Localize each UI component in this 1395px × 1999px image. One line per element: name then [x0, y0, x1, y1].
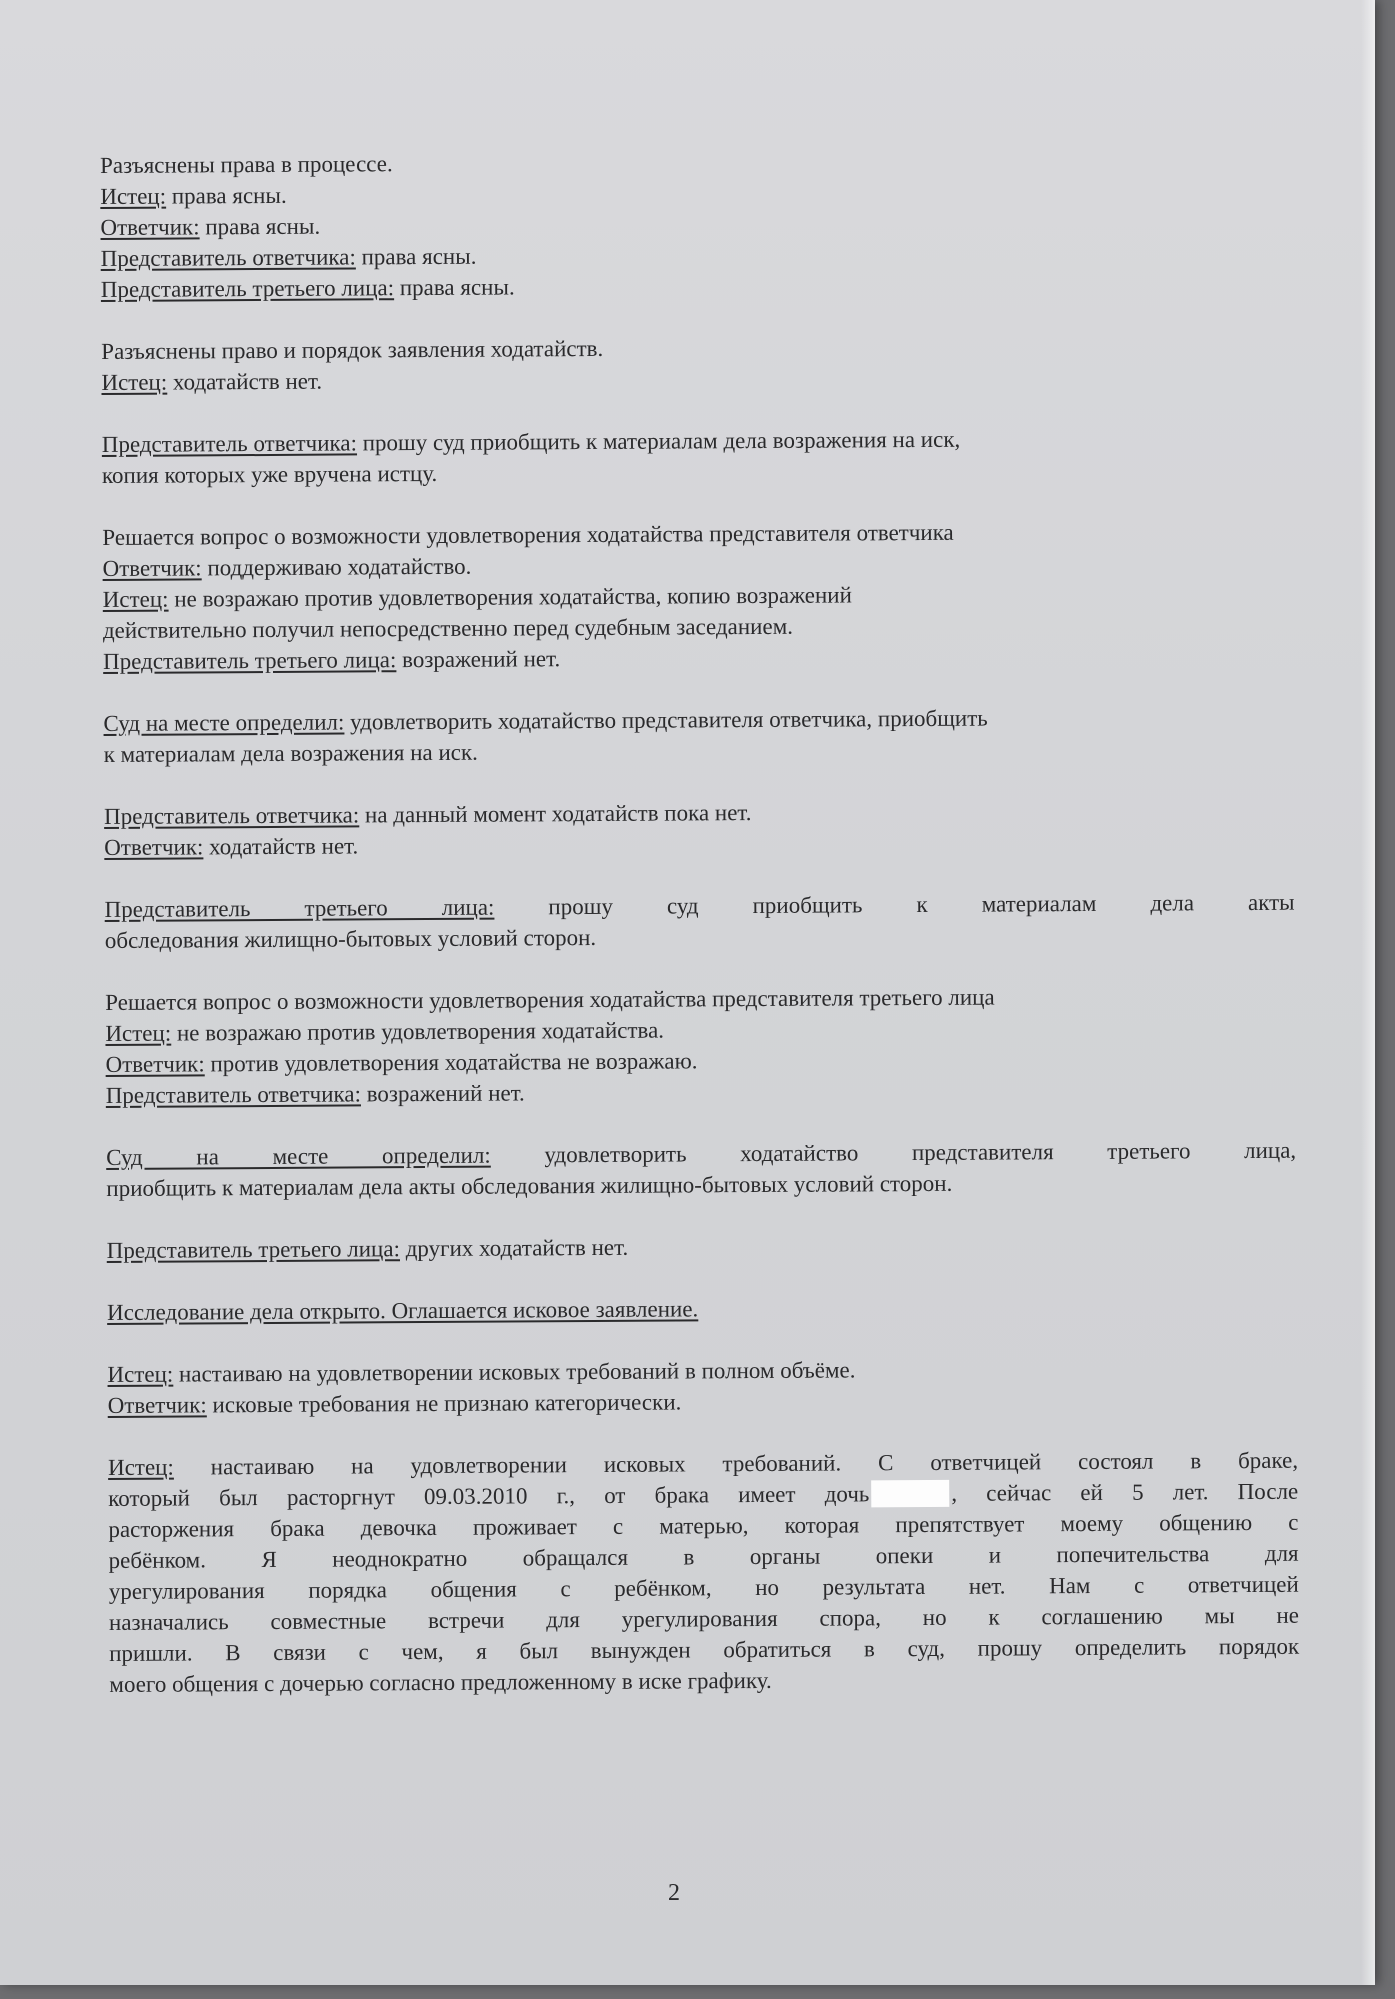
speaker-label: Истец:	[105, 1020, 172, 1046]
speaker-label: Представитель ответчика:	[105, 1081, 362, 1108]
line-text: удовлетворить ходатайство представителя ответчика, приобщить	[344, 705, 988, 735]
line-text: ребёнком. Я неоднократно обращался в органы опеки и попечительства для	[108, 1540, 1299, 1573]
paragraph	[105, 980, 1296, 1111]
line-text: назначались совместные встречи для урегулирования спора, но к соглашению мы не	[108, 1602, 1300, 1635]
line-text: Разъяснены права в процессе.	[100, 151, 393, 178]
paragraph	[101, 329, 1291, 398]
speaker-label: Представитель третьего лица:	[100, 275, 395, 302]
line-text: на данный момент ходатайств пока нет.	[359, 800, 752, 828]
speaker-label: Представитель ответчика:	[103, 802, 360, 829]
line-text: копия которых уже вручена истцу.	[101, 460, 438, 488]
line-text: права ясны.	[199, 213, 321, 240]
paragraph	[105, 887, 1295, 956]
line-text: обследования жилищно-бытовых условий сторон.	[104, 924, 597, 953]
line-text: права ясны.	[165, 182, 287, 209]
line-text: права ясны.	[355, 243, 477, 270]
speaker-label: Истец:	[107, 1361, 174, 1387]
text-line	[101, 267, 1291, 305]
line-text: , сейчас ей 5 лет. После	[951, 1478, 1299, 1506]
speaker-label: Представитель ответчика:	[100, 244, 356, 271]
line-text: к материалам дела возражения на иск.	[103, 739, 478, 767]
line-text: Решается вопрос о возможности удовлетворения ходатайства представителя ответчика	[102, 519, 954, 550]
speaker-label: Истец:	[102, 586, 169, 612]
line-text: возражений нет.	[360, 1080, 525, 1107]
paragraph	[107, 1352, 1297, 1421]
text-line	[109, 1662, 1299, 1700]
line-text: Разъяснены право и порядок заявления ходатайств.	[101, 335, 604, 364]
text-line	[106, 1073, 1296, 1111]
line-text: ходатайств нет.	[203, 833, 359, 860]
line-text: ходатайств нет.	[167, 368, 323, 395]
paragraph	[107, 1290, 1297, 1328]
speaker-label: Истец:	[101, 369, 168, 395]
line-text: права ясны.	[393, 274, 515, 301]
line-text: не возражаю против удовлетворения ходатайства.	[171, 1017, 665, 1046]
paragraph	[102, 515, 1293, 677]
line-text: возражений нет.	[396, 646, 561, 673]
text-line	[108, 1383, 1298, 1421]
text-line	[101, 360, 1291, 398]
line-text: приобщить к материалам дела акты обследования жилищно-бытовых условий сторон.	[106, 1170, 953, 1201]
text-line	[105, 918, 1295, 956]
line-text: урегулирования порядка общения с ребёнком, но результата нет. Нам с ответчицей	[108, 1571, 1299, 1604]
line-text: настаиваю на удовлетворении исковых требований. С ответчицей состоял в браке,	[173, 1447, 1299, 1480]
line-text: против удовлетворения ходатайства не возражаю.	[204, 1048, 698, 1077]
line-text: не возражаю против удовлетворения ходатайства, копию возражений	[168, 582, 852, 612]
text-line	[107, 1290, 1297, 1328]
paragraph	[108, 1445, 1299, 1700]
speaker-label: Ответчик:	[107, 1392, 207, 1418]
text-line	[104, 825, 1294, 863]
speaker-label: Ответчик:	[104, 834, 204, 860]
paragraph	[107, 1228, 1297, 1266]
text-line	[104, 732, 1294, 770]
protocol-text	[100, 143, 1300, 1731]
line-text: удовлетворить ходатайство представителя третьего лица,	[490, 1137, 1297, 1168]
line-text: Решается вопрос о возможности удовлетворения ходатайства представителя третьего лица	[105, 984, 995, 1015]
line-text: моего общения с дочерью согласно предложенному в иске графику.	[109, 1667, 772, 1697]
speaker-label: Ответчик:	[102, 555, 202, 581]
paragraph	[104, 794, 1294, 863]
speaker-label: Ответчик:	[105, 1051, 205, 1077]
text-line	[103, 639, 1293, 677]
speaker-label: Исследование дела открыто. Оглашается исковое заявление.	[107, 1296, 699, 1325]
line-text: который был расторгнут 09.03.2010 г., от брака имеет дочь	[108, 1481, 870, 1511]
line-text: поддерживаю ходатайство.	[201, 553, 472, 581]
text-line	[107, 1228, 1297, 1266]
line-text: пришли. В связи с чем, я был вынужден обратиться в суд, прошу определить порядок	[109, 1633, 1300, 1666]
speaker-label: Истец:	[107, 1454, 174, 1480]
line-text: настаиваю на удовлетворении исковых требований в полном объёме.	[173, 1357, 856, 1387]
paragraph	[106, 1135, 1296, 1204]
redacted-name	[871, 1480, 949, 1507]
speaker-label: Истец:	[100, 183, 167, 209]
line-text: других ходатайств нет.	[399, 1234, 629, 1262]
paragraph	[102, 422, 1292, 491]
line-text: действительно получил непосредственно перед судебным заседанием.	[102, 613, 794, 643]
speaker-label: Представитель третьего лица:	[104, 894, 495, 922]
speaker-label: Представитель третьего лица:	[106, 1236, 401, 1263]
line-text: прошу суд приобщить к материалам дела возражения на иск,	[356, 426, 961, 456]
page-number: 2	[668, 1880, 680, 1906]
speaker-label: Суд на месте определил:	[106, 1142, 491, 1170]
text-line	[102, 453, 1292, 491]
text-line	[106, 1166, 1296, 1204]
paragraph	[100, 143, 1291, 305]
speaker-label: Ответчик:	[100, 214, 200, 240]
line-text: исковые требования не признаю категорически.	[206, 1389, 682, 1418]
line-text: прошу суд приобщить к материалам дела акты	[494, 889, 1295, 920]
line-text: расторжения брака девочка проживает с матерью, которая препятствует моему общению с	[108, 1509, 1299, 1542]
paragraph	[103, 701, 1293, 770]
speaker-label: Представитель третьего лица:	[103, 647, 397, 674]
speaker-label: Представитель ответчика:	[101, 430, 358, 457]
speaker-label: Суд на месте определил:	[103, 709, 345, 736]
